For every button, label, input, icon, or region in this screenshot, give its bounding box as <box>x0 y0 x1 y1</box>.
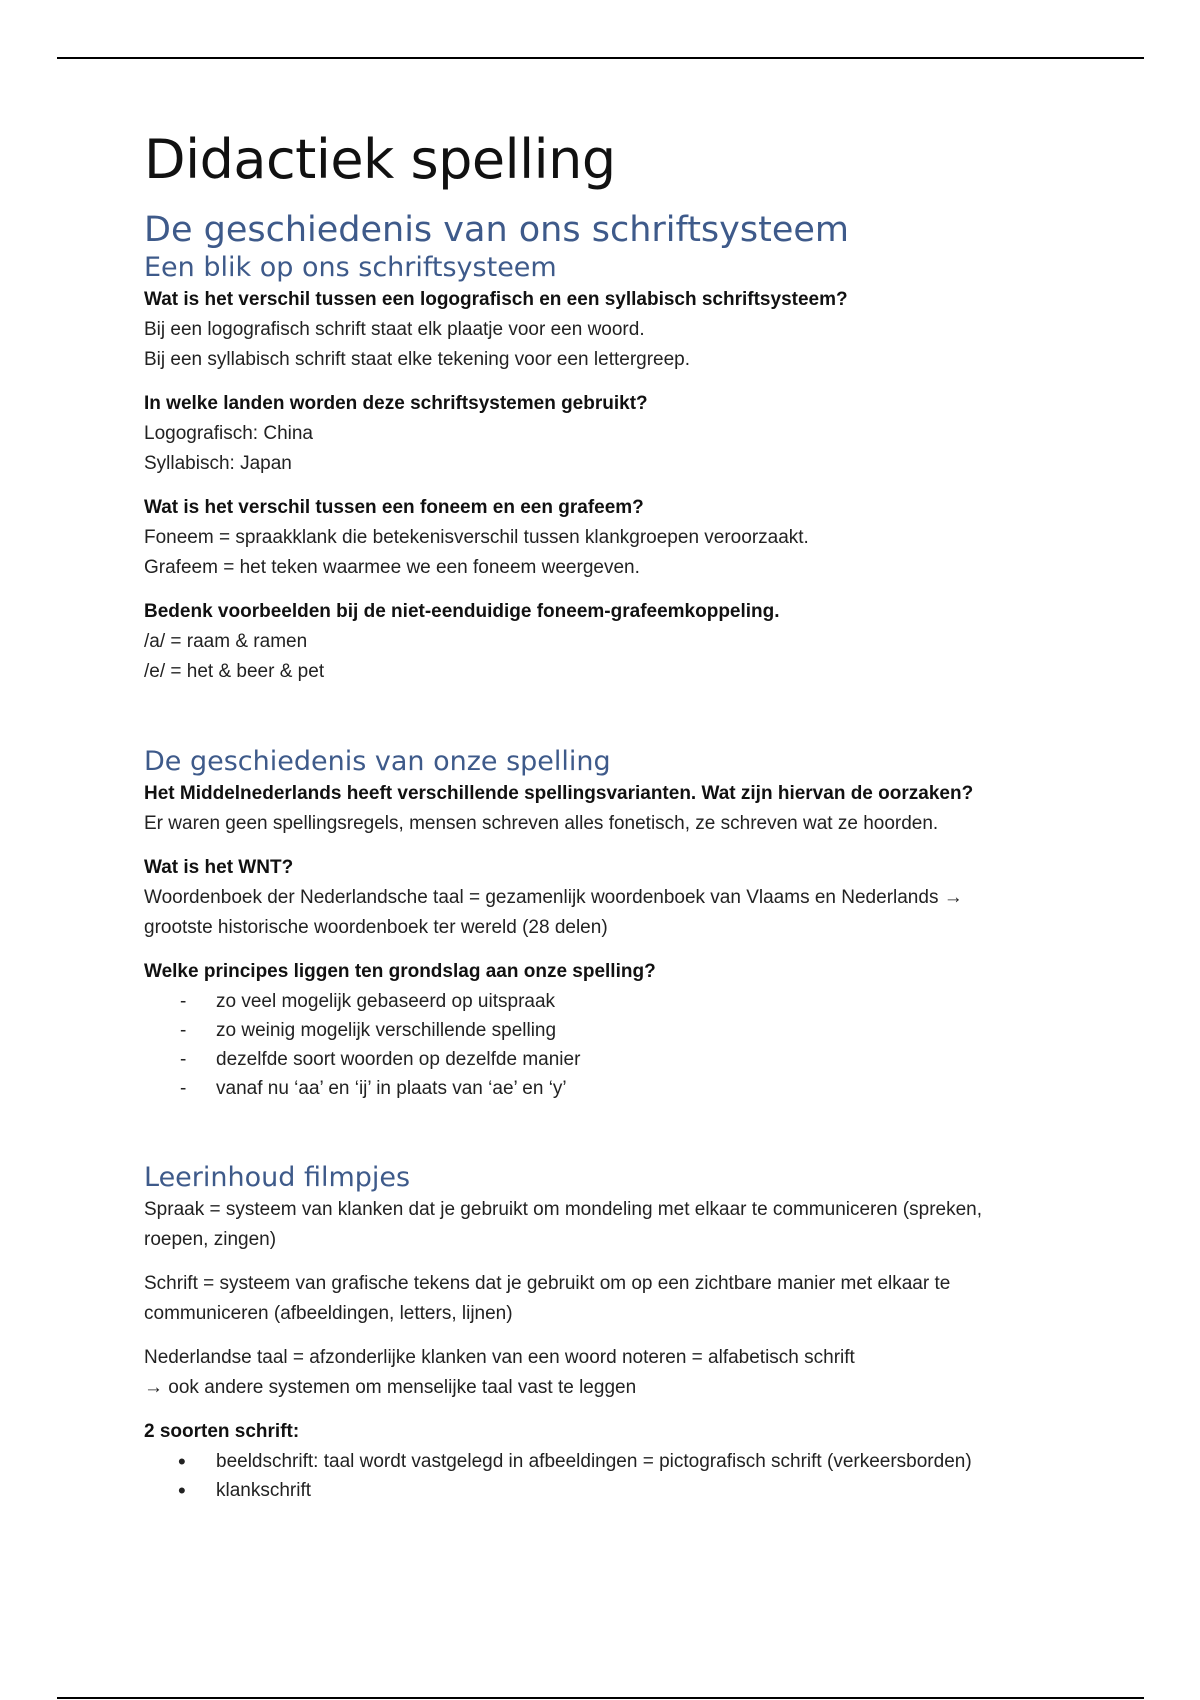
text-line: Spraak = systeem van klanken dat je gebruikt om mondeling met elkaar te communiceren (spreken, <box>144 1198 982 1220</box>
question: Welke principes liggen ten grondslag aan onze spelling? <box>144 960 656 982</box>
qa-logografisch-syllabisch <box>144 285 1064 375</box>
answer-line: Syllabisch: Japan <box>144 453 292 475</box>
list-item: - dezelfde soort woorden op dezelfde manier <box>144 1045 1064 1074</box>
question: Wat is het verschil tussen een logografisch en een syllabisch schriftsysteem? <box>144 289 848 311</box>
text-line: Schrift = systeem van grafische tekens dat je gebruikt om op een zichtbare manier met elkaar te <box>144 1272 951 1294</box>
qa-foneem-grafeem <box>144 493 1064 583</box>
top-rule <box>57 57 1144 59</box>
subheading-leerinhoud: Leerinhoud filmpjes <box>144 1161 411 1193</box>
list-item: - zo veel mogelijk gebaseerd op uitspraak <box>144 987 1064 1016</box>
paragraph-nederlandse-taal <box>144 1343 1064 1403</box>
answer-line: grootste historische woordenboek ter wereld (28 delen) <box>144 916 608 938</box>
text-line: → ook andere systemen om menselijke taal vast te leggen <box>144 1376 637 1398</box>
answer-line: Grafeem = het teken waarmee we een foneem weergeven. <box>144 557 640 579</box>
answer-line: Logografisch: China <box>144 423 313 445</box>
list-item: • beeldschrift: taal wordt vastgelegd in afbeeldingen = pictografisch schrift (verkeersborden) <box>144 1447 1064 1476</box>
answer-line: /a/ = raam & ramen <box>144 631 308 653</box>
paragraph-schrift <box>144 1269 1064 1329</box>
list-item: • klankschrift <box>144 1476 1064 1505</box>
answer-line: Bij een logografisch schrift staat elk plaatje voor een woord. <box>144 319 645 341</box>
section-heading-schriftsysteem: De geschiedenis van ons schriftsysteem <box>144 210 849 251</box>
text-line: communiceren (afbeeldingen, letters, lijnen) <box>144 1302 513 1324</box>
answer-line: Er waren geen spellingsregels, mensen schreven alles fonetisch, ze schreven wat ze hoorden. <box>144 812 939 834</box>
list-item: - vanaf nu ‘aa’ en ‘ij’ in plaats van ‘ae’ en ‘y’ <box>144 1074 1064 1103</box>
qa-voorbeelden <box>144 597 1064 687</box>
question: Wat is het verschil tussen een foneem en een grafeem? <box>144 497 644 519</box>
qa-middelnederlands <box>144 779 1064 839</box>
principles-list <box>144 987 1064 1103</box>
answer-line: Bij een syllabisch schrift staat elke tekening voor een lettergreep. <box>144 349 691 371</box>
qa-principes <box>144 957 1064 1103</box>
paragraph-spraak <box>144 1195 1064 1255</box>
qa-landen <box>144 389 1064 479</box>
subheading-geschiedenis-spelling: De geschiedenis van onze spelling <box>144 746 611 778</box>
question: Het Middelnederlands heeft verschillende spellingsvarianten. Wat zijn hiervan de oorzaken? <box>144 782 974 804</box>
qa-soorten-schrift <box>144 1417 1064 1505</box>
bottom-rule <box>57 1697 1144 1699</box>
question: In welke landen worden deze schriftsystemen gebruikt? <box>144 393 648 415</box>
document-title: Didactiek spelling <box>144 128 616 191</box>
answer-line: Foneem = spraakklank die betekenisverschil tussen klankgroepen veroorzaakt. <box>144 527 809 549</box>
question: 2 soorten schrift: <box>144 1420 300 1442</box>
kinds-list <box>144 1447 1064 1505</box>
text-line: Nederlandse taal = afzonderlijke klanken van een woord noteren = alfabetisch schrift <box>144 1346 855 1368</box>
question: Bedenk voorbeelden bij de niet-eenduidige foneem-grafeemkoppeling. <box>144 601 780 623</box>
document-page <box>144 130 1064 1505</box>
answer-line: /e/ = het & beer & pet <box>144 661 325 683</box>
question: Wat is het WNT? <box>144 856 294 878</box>
qa-wnt <box>144 853 1064 943</box>
answer-line: Woordenboek der Nederlandsche taal = gezamenlijk woordenboek van Vlaams en Nederlands → <box>144 886 963 908</box>
subheading-blik: Een blik op ons schriftsysteem <box>144 252 557 284</box>
list-item: - zo weinig mogelijk verschillende spelling <box>144 1016 1064 1045</box>
text-line: roepen, zingen) <box>144 1228 277 1250</box>
